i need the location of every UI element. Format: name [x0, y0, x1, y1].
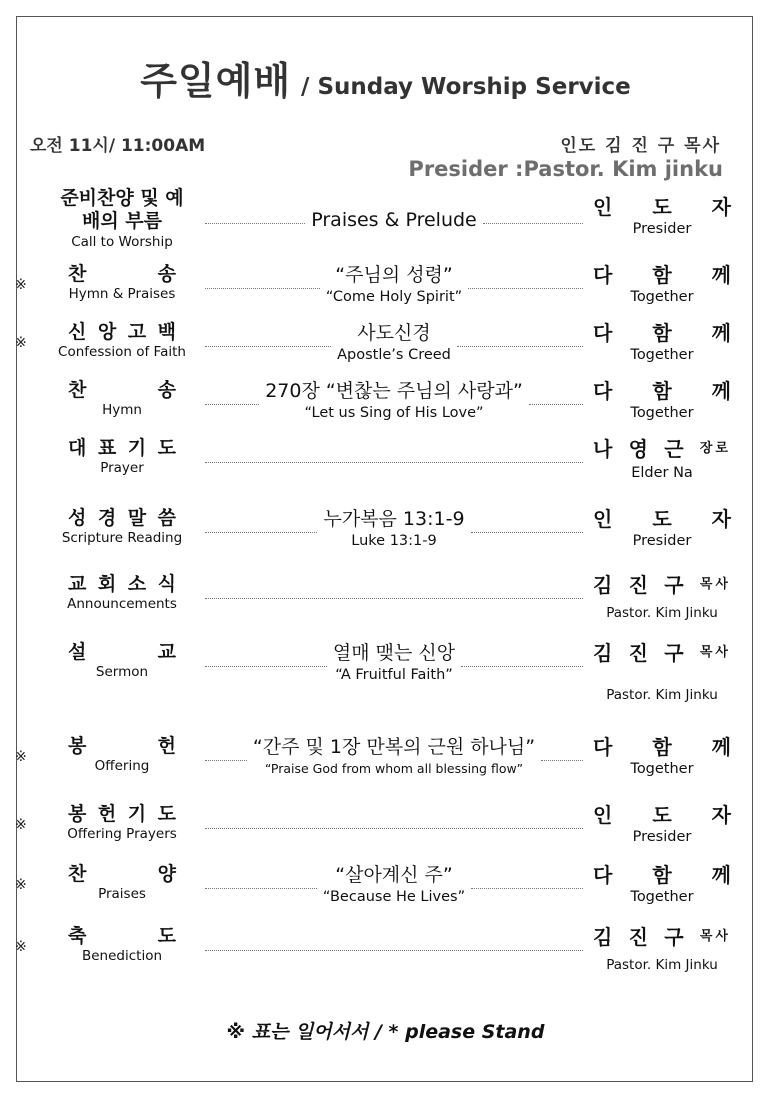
detail-english: “Praise God from whom all blessing flow”: [264, 761, 524, 776]
item-title: [42, 263, 202, 303]
item-title: [42, 573, 202, 613]
leader-dots: [205, 760, 247, 761]
leader-title: 장로: [699, 441, 731, 456]
item-title: [42, 925, 202, 965]
leader-dots: [468, 288, 583, 289]
leader-dots: [205, 346, 331, 347]
title-english: / Sunday Worship Service: [301, 74, 631, 100]
detail-korean: 누가복음 13:1-9: [323, 508, 465, 530]
item-title-korean: 교 회 소 식: [68, 573, 176, 595]
leader-korean: 나 영 근 장로: [593, 437, 731, 461]
detail-english: Luke 13:1-9: [351, 533, 437, 549]
item-detail: [205, 507, 583, 551]
stand-note: ※ 표는 일어서서 / * please Stand: [226, 1021, 545, 1043]
item-title-english: Offering: [94, 758, 150, 774]
leader-english: Together: [630, 405, 694, 421]
item-title-english: Confession of Faith: [58, 344, 186, 360]
leader-title: 목사: [699, 577, 731, 592]
item-leader: [589, 437, 735, 483]
leader-korean: 다 함 께: [593, 863, 731, 887]
item-leader: [589, 507, 735, 551]
item-title: [42, 379, 202, 419]
leader-english: Pastor. Kim Jinku: [606, 687, 718, 703]
item-title-korean: 대 표 기 도: [68, 437, 176, 459]
item-title: [42, 803, 202, 843]
item-leader: [589, 641, 735, 705]
leader-title: 목사: [699, 929, 731, 944]
item-detail-text: [327, 641, 461, 685]
item-leader: [589, 321, 735, 365]
item-detail: [205, 863, 583, 907]
item-leader: [589, 195, 735, 239]
leader-korean: 김 진 구 목사: [593, 641, 731, 665]
item-title-english: Scripture Reading: [61, 530, 183, 546]
leader-dots: [205, 950, 583, 951]
item-title: [42, 187, 202, 251]
leader-korean: 다 함 께: [593, 379, 731, 403]
item-detail-text: [247, 735, 541, 779]
item-detail: [205, 263, 583, 307]
stand-mark: ※: [15, 277, 27, 293]
stand-mark: ※: [15, 335, 27, 351]
leader-dots: [205, 532, 317, 533]
detail-english: “Come Holy Spirit”: [325, 289, 463, 305]
leader-dots: [205, 666, 327, 667]
item-detail: [205, 641, 583, 685]
leader-korean: 김 진 구 목사: [593, 925, 731, 949]
item-title-english: Offering Prayers: [67, 826, 177, 842]
item-title-english: Prayer: [100, 460, 144, 476]
leader-dots: [205, 223, 305, 224]
item-detail-text: [259, 379, 529, 423]
detail-korean: “간주 및 1장 만복의 근원 하나님”: [252, 736, 536, 758]
item-detail: [205, 803, 583, 847]
stand-mark: ※: [15, 939, 27, 955]
item-detail-text: [305, 208, 483, 232]
leader-english: Together: [630, 289, 694, 305]
leader-english: Together: [630, 889, 694, 905]
leader-dots: [541, 760, 583, 761]
item-leader: [589, 379, 735, 423]
detail-korean: 270장 “변찮는 주님의 사랑과”: [265, 380, 523, 402]
item-title-english: Hymn & Praises: [68, 286, 176, 302]
detail-english: Apostle’s Creed: [337, 347, 451, 363]
leader-dots: [205, 828, 583, 829]
leader-english: Presider: [632, 829, 692, 845]
item-title-korean: 봉 헌 기 도: [68, 803, 176, 825]
stand-mark: ※: [15, 817, 27, 833]
leader-english: Elder Na: [631, 465, 693, 481]
detail-korean: 열매 맺는 신앙: [332, 642, 456, 664]
item-leader: [589, 863, 735, 907]
stand-mark: ※: [15, 877, 27, 893]
item-title-korean: 축 도: [68, 925, 176, 947]
detail-korean: Praises & Prelude: [311, 209, 477, 231]
item-title-english: Call to Worship: [71, 234, 173, 250]
item-detail: [205, 925, 583, 969]
leader-dots: [205, 404, 259, 405]
leader-korean: 인 도 자: [593, 507, 731, 531]
title-korean: 주일예배: [140, 59, 292, 103]
leader-dots: [483, 223, 583, 224]
item-detail: [205, 379, 583, 423]
leader-korean: 다 함 께: [593, 735, 731, 759]
item-detail-text: [317, 507, 470, 551]
item-title-english: Sermon: [95, 664, 149, 680]
leader-dots: [205, 598, 583, 599]
service-time: 오전 11시/ 11:00AM: [30, 136, 206, 156]
item-title-english: Benediction: [81, 948, 163, 964]
item-leader: [589, 925, 735, 975]
leader-korean: 인 도 자: [593, 195, 731, 219]
leader-dots: [529, 404, 583, 405]
item-title-korean: 신 앙 고 백: [68, 321, 176, 343]
item-title: [42, 437, 202, 477]
item-title-korean: 준비찬양 및 예배의 부름: [60, 187, 184, 232]
item-title: [42, 507, 202, 547]
detail-english: “Let us Sing of His Love”: [304, 405, 484, 421]
item-title-korean: 찬 송: [68, 263, 176, 285]
leader-korean: 다 함 께: [593, 263, 731, 287]
leader-korean: 김 진 구 목사: [593, 573, 731, 597]
detail-english: “Because He Lives”: [322, 889, 466, 905]
leader-title: 목사: [699, 645, 731, 660]
detail-korean: 사도신경: [357, 322, 431, 344]
page-title: [0, 50, 771, 105]
item-title-english: Announcements: [67, 596, 177, 612]
leader-english: Together: [630, 347, 694, 363]
item-detail: [205, 197, 583, 243]
leader-dots: [471, 888, 583, 889]
item-detail-text: [317, 863, 471, 907]
item-leader: [589, 803, 735, 847]
leader-korean: 인 도 자: [593, 803, 731, 827]
item-detail: [205, 321, 583, 365]
item-title: [42, 641, 202, 681]
detail-english: “A Fruitful Faith”: [335, 667, 453, 683]
leader-dots: [471, 532, 583, 533]
leader-english: Pastor. Kim Jinku: [606, 605, 718, 621]
item-title: [42, 863, 202, 903]
item-title-english: Hymn: [102, 402, 142, 418]
item-title: [42, 321, 202, 361]
stand-mark: ※: [15, 749, 27, 765]
leader-english: Pastor. Kim Jinku: [606, 957, 718, 973]
leader-english: Together: [630, 761, 694, 777]
detail-korean: “살아계신 주”: [335, 864, 453, 886]
leader-dots: [461, 666, 583, 667]
item-title-korean: 찬 양: [68, 863, 176, 885]
item-title-korean: 찬 송: [68, 379, 176, 401]
item-detail: [205, 573, 583, 617]
leader-english: Presider: [632, 221, 692, 237]
leader-dots: [205, 288, 320, 289]
item-title-korean: 설 교: [68, 641, 176, 663]
leader-korean: 인도 김 진 구 목사: [560, 136, 721, 156]
item-detail-text: [331, 321, 457, 365]
leader-korean: 다 함 께: [593, 321, 731, 345]
item-leader: [589, 263, 735, 307]
item-title-korean: 성 경 말 씀: [68, 507, 176, 529]
detail-korean: “주님의 성령”: [335, 264, 453, 286]
leader-dots: [205, 888, 317, 889]
item-title: [42, 735, 202, 775]
item-leader: [589, 573, 735, 623]
item-leader: [589, 735, 735, 779]
item-detail: [205, 735, 583, 779]
leader-dots: [205, 462, 583, 463]
item-detail-text: [320, 263, 468, 307]
item-detail: [205, 437, 583, 481]
leader-dots: [457, 346, 583, 347]
item-title-english: Praises: [98, 886, 146, 902]
leader-english: Presider: [632, 533, 692, 549]
item-title-korean: 봉 헌: [68, 735, 176, 757]
leader-english: Presider :Pastor. Kim jinku: [408, 157, 723, 181]
